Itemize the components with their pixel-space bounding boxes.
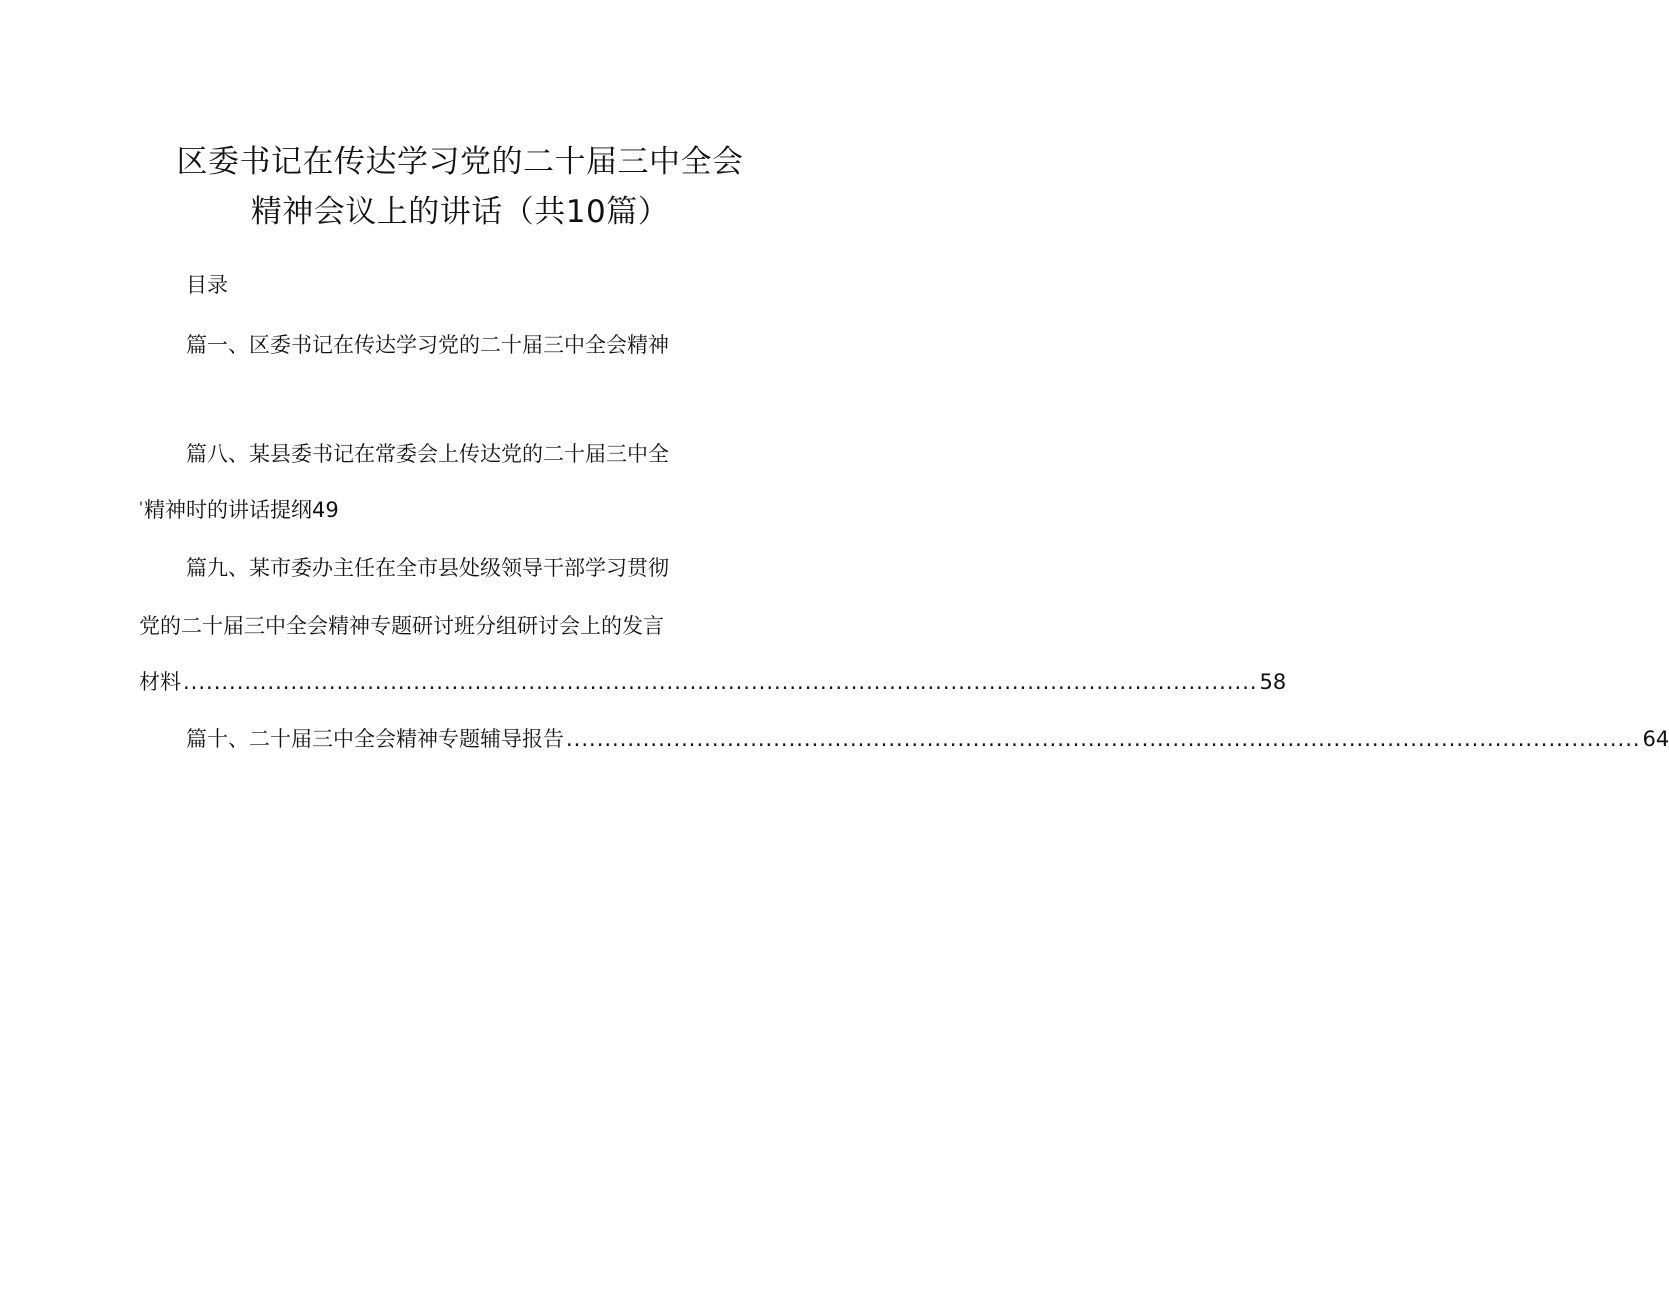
toc-entry-10[interactable] [186, 724, 1669, 754]
document-title-line-2: 精神会议上的讲话（共10篇） [250, 194, 670, 230]
toc-entry-8-line-1[interactable]: 篇八、某县委书记在常委会上传达党的二十届三中全 [186, 442, 669, 466]
leader-dots: ............................................................................................................................................ [183, 670, 1258, 694]
toc-entry-8-line-2[interactable]: 精神时的讲话提纲49 [144, 498, 339, 522]
toc-entry-1-line-1[interactable]: 篇一、区委书记在传达学习党的二十届三中全会精神 [186, 333, 669, 357]
toc-entry-10-page: 64 [1642, 727, 1669, 751]
toc-entry-9-line-3[interactable] [139, 667, 1287, 697]
toc-entry-9-page: 58 [1259, 670, 1287, 694]
leader-dots: ............................................................................................................................................ [566, 727, 1641, 751]
document-title-line-1: 区委书记在传达学习党的二十届三中全会 [176, 144, 744, 180]
toc-entry-9-line-1[interactable]: 篇九、某市委办主任在全市县处级领导干部学习贯彻 [186, 556, 669, 580]
toc-entry-9-line-2[interactable]: 党的二十届三中全会精神专题研讨班分组研讨会上的发言 [139, 614, 664, 638]
toc-entry-9-text: 材料 [139, 670, 181, 694]
toc-heading: 目录 [186, 273, 228, 297]
stray-mark: ' [139, 500, 143, 516]
toc-entry-10-text: 篇十、二十届三中全会精神专题辅导报告 [186, 727, 564, 751]
